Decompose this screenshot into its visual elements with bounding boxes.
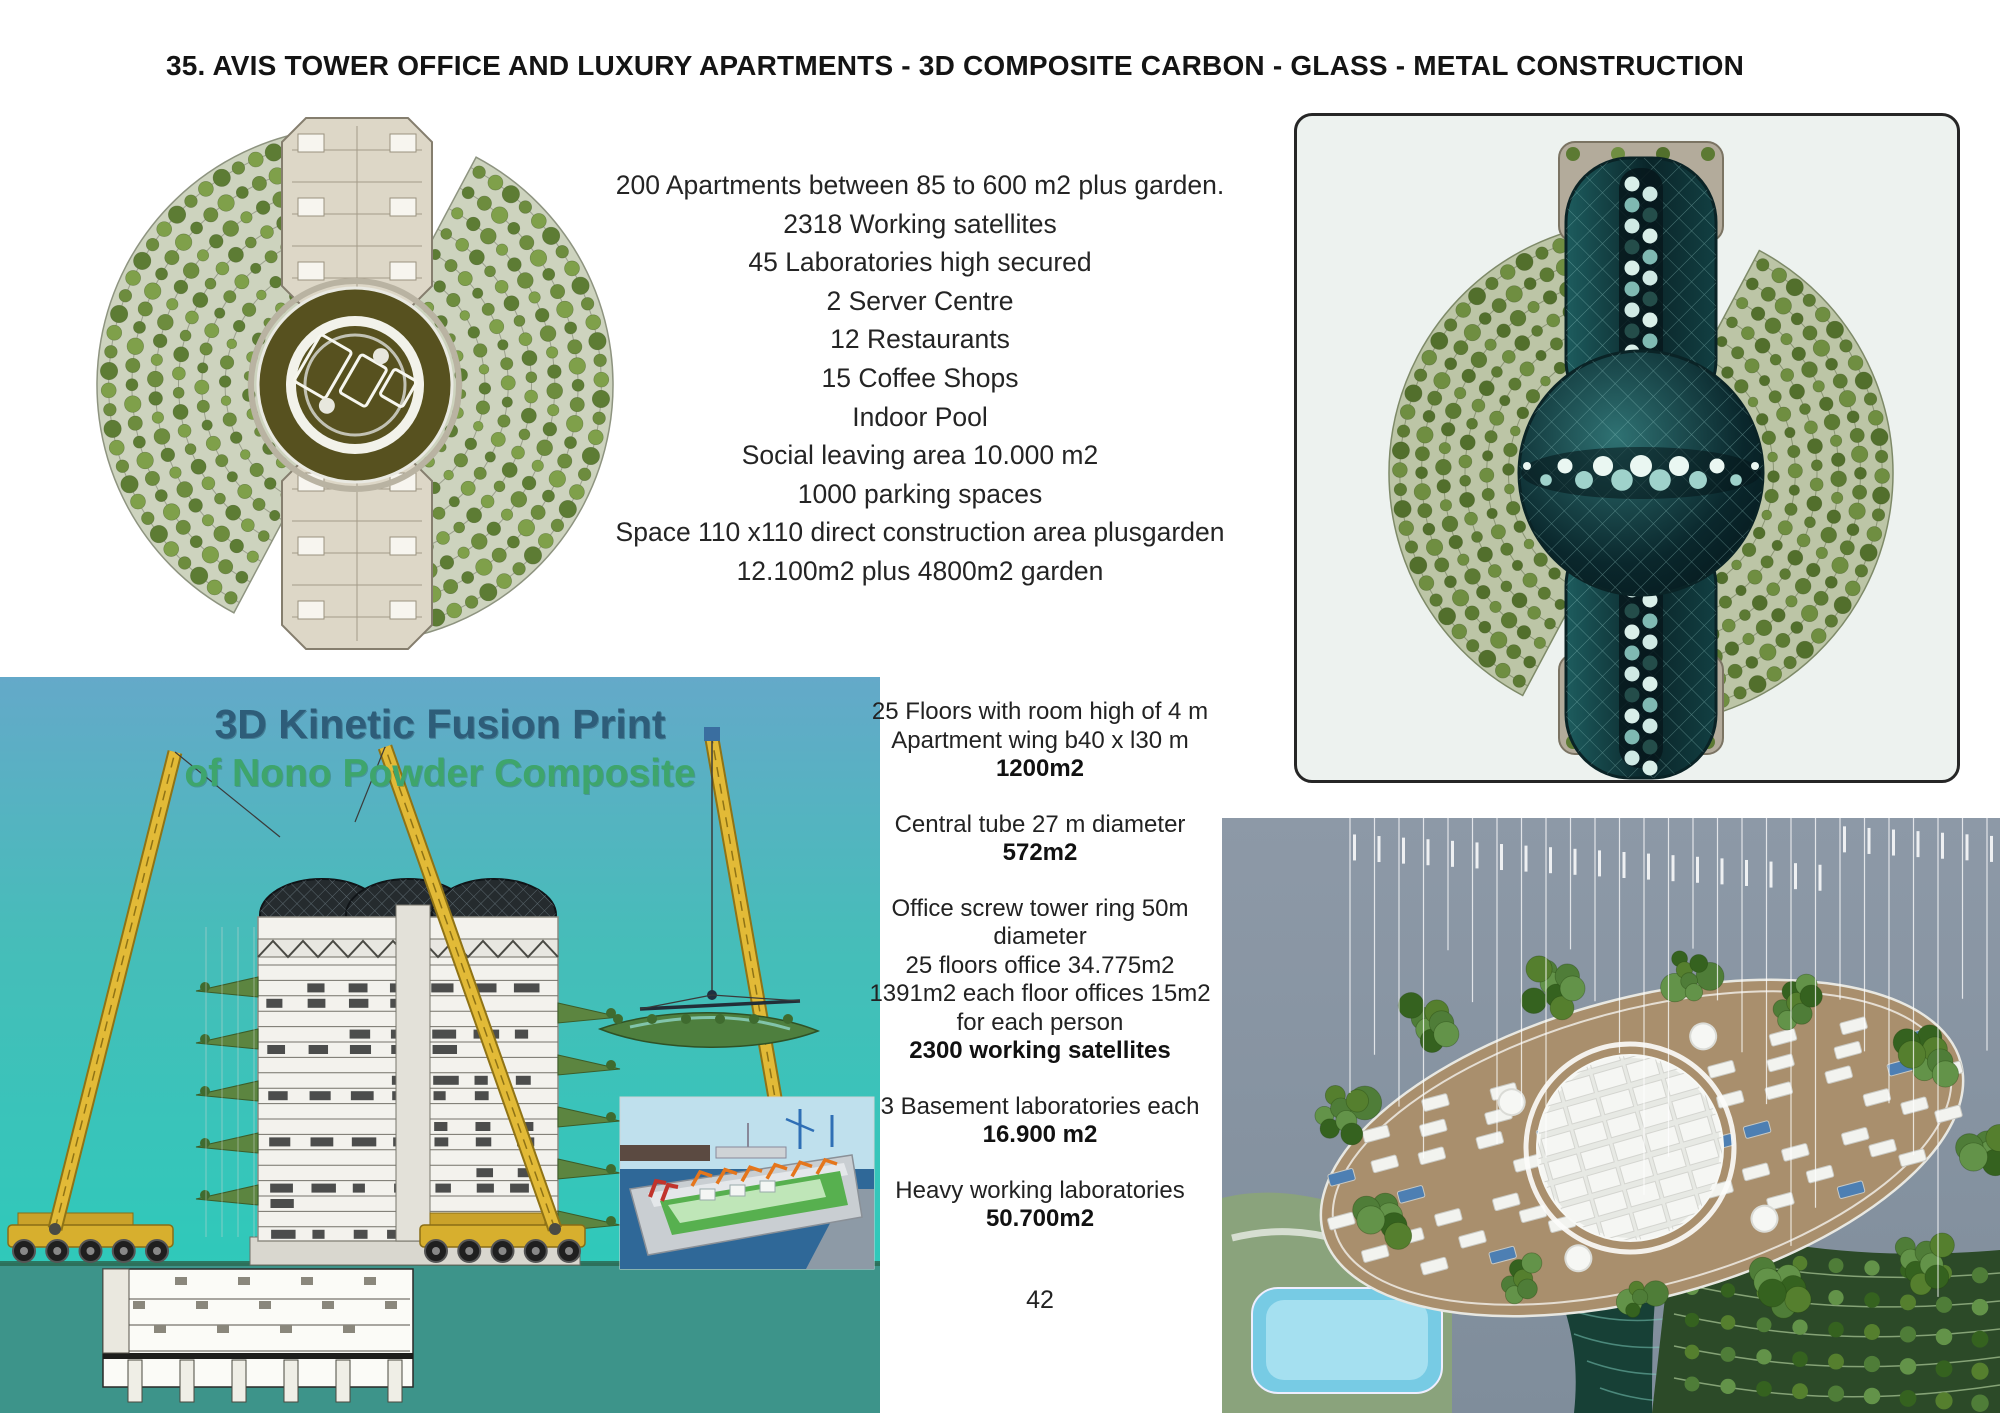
- top-view-drawing: [1297, 116, 1957, 780]
- spec-block: [866, 698, 1214, 784]
- spec-line: Office screw tower ring 50m: [891, 894, 1189, 922]
- page-title: 35. AVIS TOWER OFFICE AND LUXURY APARTMENTS - 3D COMPOSITE CARBON - GLASS - METAL CONSTRUCTION: [166, 50, 1745, 81]
- spec-line: for each person: [956, 1008, 1124, 1036]
- spec-block: [866, 1093, 1214, 1150]
- feature-line: 12.100m2 plus 4800m2 garden: [736, 555, 1104, 586]
- aerial-render-image: [1222, 818, 2000, 1413]
- page-number: 42: [1026, 1285, 1054, 1314]
- feature-line: 45 Laboratories high secured: [748, 247, 1092, 278]
- spec-line: Apartment wing b40 x l30 m: [891, 726, 1189, 754]
- kinetic-print-caption: [0, 701, 880, 796]
- feature-line: Space 110 x110 direct construction area plusgarden: [615, 517, 1225, 548]
- construction-render-image: [0, 677, 880, 1413]
- spec-line: 25 floors office 34.775m2: [905, 951, 1175, 979]
- feature-line: 12 Restaurants: [830, 324, 1010, 355]
- spec-value: 50.700m2: [985, 1205, 1095, 1232]
- spec-line: diameter: [993, 923, 1087, 950]
- feature-line: 15 Coffee Shops: [821, 362, 1019, 393]
- spec-block: [866, 1177, 1214, 1234]
- feature-line: 2 Server Centre: [826, 285, 1014, 316]
- feature-line: Indoor Pool: [852, 401, 988, 432]
- feature-list: [520, 166, 1320, 591]
- spec-line: 1391m2 each floor offices 15m2: [869, 980, 1211, 1007]
- spec-value: 16.900 m2: [982, 1121, 1098, 1148]
- top-view-render-image: [1294, 113, 1960, 783]
- spec-value: 2300 working satellites: [909, 1037, 1171, 1064]
- spec-block: [866, 895, 1214, 1066]
- feature-line: Social leaving area 10.000 m2: [741, 440, 1099, 471]
- spec-column: [866, 698, 1214, 1315]
- kinetic-print-line2: of Nono Powder Composite: [184, 752, 696, 795]
- feature-line: 200 Apartments between 85 to 600 m2 plus garden.: [615, 170, 1225, 200]
- feature-line: 1000 parking spaces: [797, 478, 1043, 509]
- spec-line: 25 Floors with room high of 4 m: [871, 698, 1209, 725]
- spec-block: [866, 811, 1214, 868]
- kinetic-print-line1: 3D Kinetic Fusion Print: [214, 701, 666, 747]
- spec-line: Central tube 27 m diameter: [894, 810, 1186, 838]
- spec-line: 3 Basement laboratories each: [880, 1092, 1200, 1120]
- spec-line: Heavy working laboratories: [895, 1176, 1185, 1204]
- feature-line: 2318 Working satellites: [783, 208, 1057, 239]
- aerial-drawing: [1222, 818, 2000, 1413]
- spec-value: 1200m2: [995, 755, 1085, 782]
- spec-value: 572m2: [1002, 839, 1078, 866]
